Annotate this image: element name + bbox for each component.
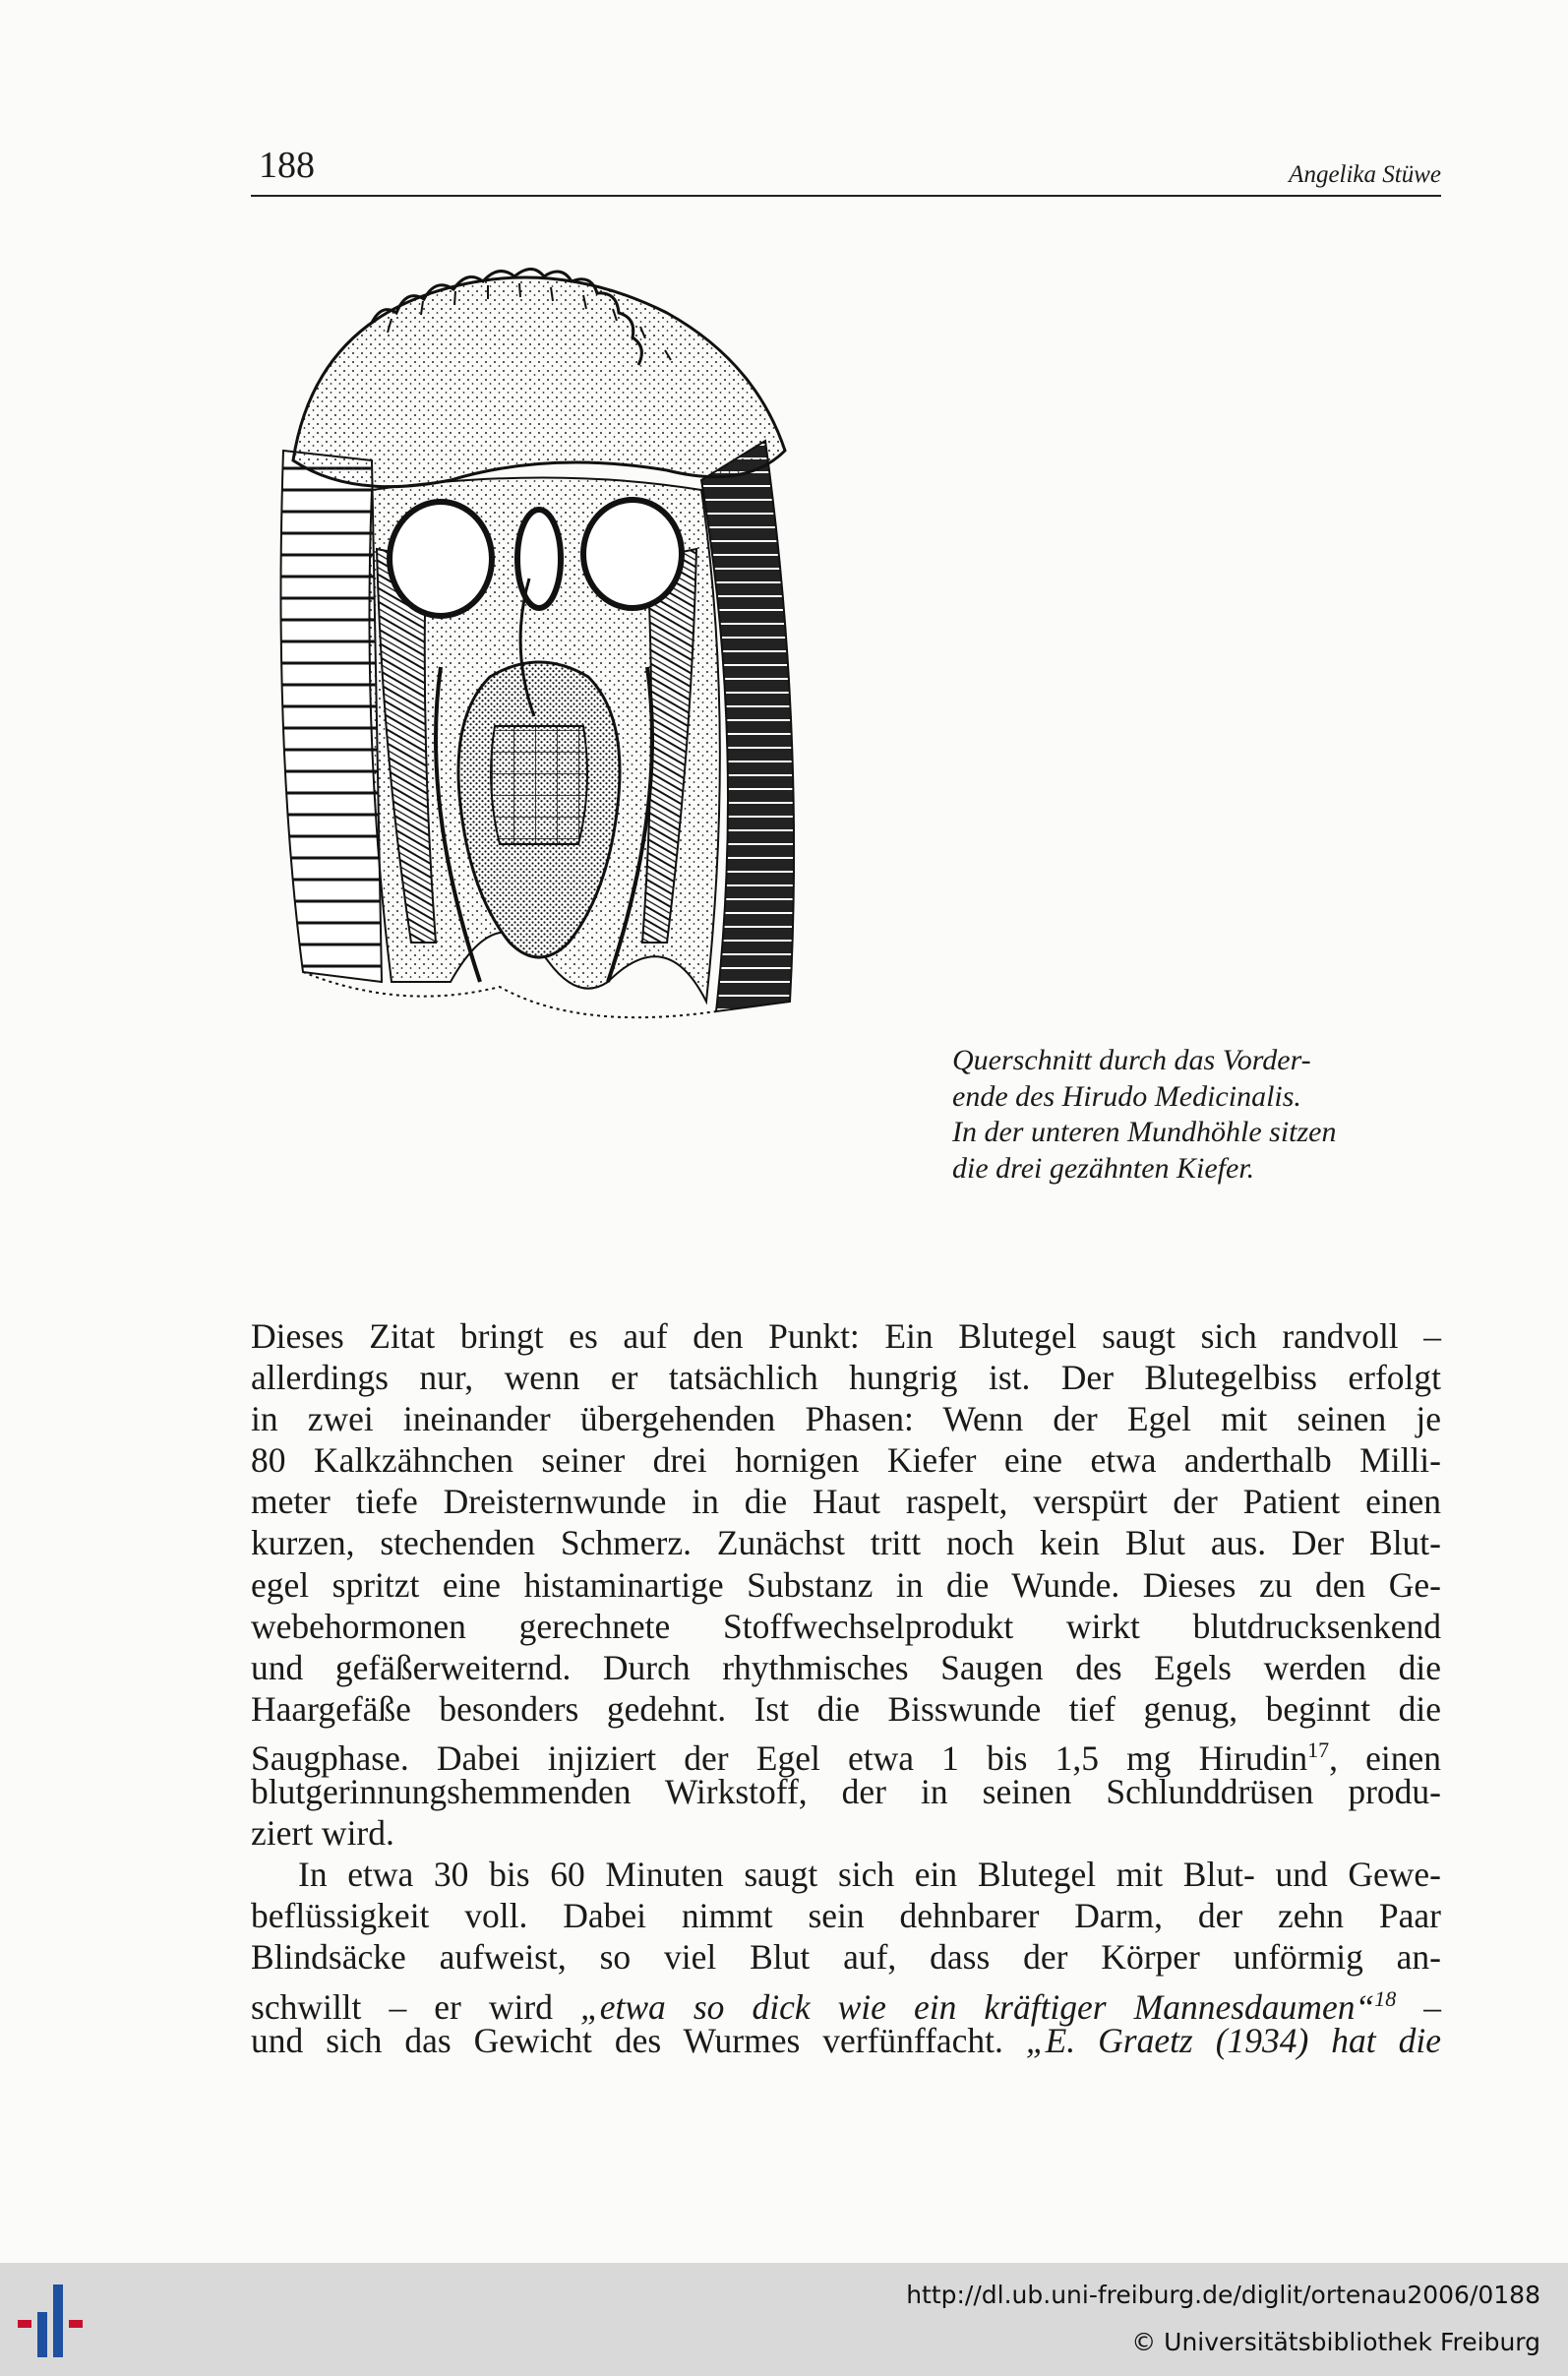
text-line: webehormonen gerechnete Stoffwechselprodukt wirkt blutdrucksenkend [251, 1606, 1441, 1646]
figure-caption [952, 1043, 1444, 1187]
caption-line: Querschnitt durch das Vorder- [952, 1044, 1311, 1076]
text-run: und sich das Gewicht des Wurmes verfünffacht. [251, 2020, 1026, 2060]
body-text [251, 1315, 1441, 2061]
text-run: schwillt – er wird [251, 1986, 580, 2027]
text-line: allerdings nur, wenn er tatsächlich hungrig ist. Der Blutegelbiss erfolgt [251, 1358, 1441, 1398]
running-head [251, 144, 1441, 197]
text-line: Blindsäcke aufweist, so viel Blut auf, dass der Körper unförmig an- [251, 1937, 1441, 1978]
quotation: „E. Graetz (1934) hat die [1025, 2020, 1441, 2060]
text-line: meter tiefe Dreisternwunde in die Haut raspelt, verspürt der Patient einen [251, 1482, 1441, 1522]
text-run: Saugphase. Dabei injiziert der Egel etwa 1 bis 1,5 mg Hirudin [251, 1737, 1308, 1778]
text-line [251, 2020, 1441, 2061]
text-line: blutgerinnungshemmenden Wirkstoff, der in seinen Schlunddrüsen produ- [251, 1772, 1441, 1812]
text-line: ziert wird. [251, 1813, 394, 1854]
copyright-notice: © Universitätsbibliothek Freiburg [1131, 2328, 1540, 2356]
text-line: Dieses Zitat bringt es auf den Punkt: Ein Blutegel saugt sich randvoll – [251, 1316, 1441, 1356]
footnote-ref: 17 [1307, 1736, 1330, 1762]
library-logo-icon [14, 2283, 102, 2361]
text-run: – [1396, 1986, 1441, 2027]
quotation: „etwa so dick wie ein kräftiger Mannesdaumen“ [580, 1986, 1375, 2027]
text-run: , einen [1329, 1737, 1441, 1778]
text-line: 80 Kalkzähnchen seiner drei hornigen Kiefer eine etwa anderthalb Milli- [251, 1440, 1441, 1481]
text-line: egel spritzt eine histaminartige Substanz in die Wunde. Dieses zu den Ge- [251, 1564, 1441, 1605]
running-author: Angelika Stüwe [1289, 161, 1441, 188]
text-line: kurzen, stechenden Schmerz. Zunächst tritt noch kein Blut aus. Der Blut- [251, 1523, 1441, 1563]
leech-cross-section-illustration [254, 254, 923, 1238]
text-line: In etwa 30 bis 60 Minuten saugt sich ein Blutegel mit Blut- und Gewe- [298, 1855, 1441, 1895]
viewer-footer [0, 2263, 1568, 2376]
text-line: Haargefäße besonders gedehnt. Ist die Bisswunde tief genug, beginnt die [251, 1688, 1441, 1729]
text-line: und gefäßerweiternd. Durch rhythmisches Saugen des Egels werden die [251, 1647, 1441, 1687]
source-url-link[interactable]: http://dl.ub.uni-freiburg.de/diglit/ortenau2006/0188 [906, 2281, 1540, 2309]
text-line [251, 1730, 1441, 1778]
text-line [251, 1979, 1441, 2027]
text-line: in zwei ineinander übergehenden Phasen: Wenn der Egel mit seinen je [251, 1399, 1441, 1439]
caption-line: die drei gezähnten Kiefer. [952, 1151, 1255, 1185]
caption-line: ende des Hirudo Medicinalis. [952, 1079, 1301, 1113]
caption-line: In der unteren Mundhöhle sitzen [952, 1116, 1337, 1149]
page-number: 188 [259, 145, 315, 186]
footnote-ref: 18 [1374, 1985, 1397, 2011]
text-line: beflüssigkeit voll. Dabei nimmt sein dehnbarer Darm, der zehn Paar [251, 1896, 1441, 1936]
